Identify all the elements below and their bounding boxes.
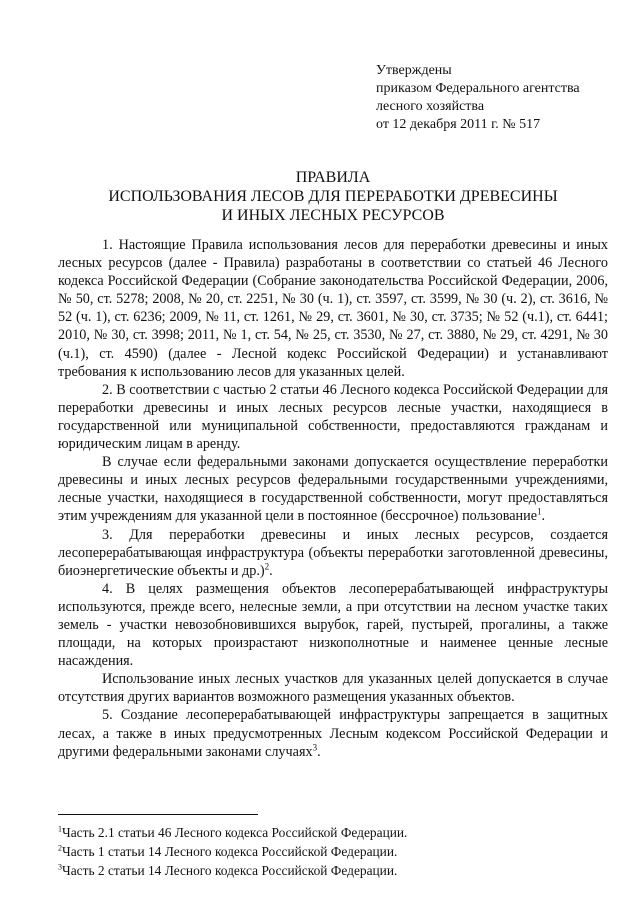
approval-line: от 12 декабря 2011 г. № 517	[376, 117, 541, 132]
paragraph-end: .	[541, 508, 546, 525]
footnotes	[58, 823, 407, 880]
paragraph: 1. Настоящие Правила использования лесов для переработки древесины и иных лесных ресурсов (далее - Правила) разработаны в соответствии со статьей 46 Лесного кодекса Российской Федерации (Собрание законодательства Российской Федерации, 2006, № 50, ст. 5278; 2008, № 20, ст. 2251, № 30 (ч. 1), ст. 3597, ст. 3599, № 30 (ч. 2), ст. 3616, № 52 (ч. 1), ст. 6236; 2009, № 11, ст. 1261, № 29, ст. 3601, № 30, ст. 3735; № 52 (ч.1), ст. 6441; 2010, № 30, ст. 3998; 2011, № 1, ст. 54, № 25, ст. 3530, № 27, ст. 3880, № 29, ст. 4291, № 30 (ч.1), ст. 4590) (далее - Лесной кодекс Российской Федерации) и устанавливают требования к использованию лесов для указанных целей.	[58, 237, 608, 380]
paragraph	[58, 526, 608, 580]
document-title	[58, 168, 608, 225]
footnote-ref: 1	[537, 506, 542, 517]
footnote-divider	[58, 814, 258, 815]
footnote-ref: 3	[312, 741, 318, 752]
footnote	[58, 842, 407, 861]
approval-block	[376, 62, 580, 134]
paragraph: Использование иных лесных участков для указанных целей допускается в случае отсутствия других вариантов возможного размещения указанных объектов.	[58, 671, 608, 706]
paragraph: 2. В соответствии с частью 2 статьи 46 Лесного кодекса Российской Федерации для переработки древесины и иных лесных ресурсов лесные участки, находящиеся в государственной или муниципальной собственности, предоставляются гражданам и юридическим лицам в аренду.	[58, 381, 608, 453]
title-line: И ИНЫХ ЛЕСНЫХ РЕСУРСОВ	[221, 207, 445, 224]
paragraph-end: .	[317, 743, 321, 760]
footnote	[58, 861, 407, 880]
paragraph	[58, 453, 608, 525]
paragraph-text: 5. Создание лесоперерабатывающей инфраструктуры запрещается в защитных лесах, а также в иных предусмотренных Лесным кодексом Российской Федерации и другими федеральными законами случаях	[58, 707, 608, 760]
footnote-ref: 2	[264, 560, 270, 571]
title-line: ИСПОЛЬЗОВАНИЯ ЛЕСОВ ДЛЯ ПЕРЕРАБОТКИ ДРЕВЕСИНЫ	[108, 188, 558, 205]
footnote-text: Часть 2 статьи 14 Лесного кодекса Российской Федерации.	[62, 863, 398, 878]
footnote-mark: 3	[58, 862, 62, 872]
paragraph-text: 3. Для переработки древесины и иных лесных ресурсов, создается лесоперерабатывающая инфраструктура (объекты переработки заготовленной древесины, биоэнергетические объекты и др.)	[58, 526, 608, 579]
footnote	[58, 823, 407, 842]
paragraph: 4. В целях размещения объектов лесоперерабатывающей инфраструктуры используются, прежде всего, нелесные земли, а при отсутствии на лесном участке таких земель - участки невозобновившихся вырубок, гарей, пустырей, прогалины, а также площади, на которых произрастают низкополнотные и наименее ценные лесные насаждения.	[58, 580, 608, 670]
paragraph-end: .	[269, 562, 273, 579]
approval-line: лесного хозяйства	[376, 99, 485, 114]
footnote-mark: 1	[58, 824, 62, 834]
footnote-text: Часть 1 статьи 14 Лесного кодекса Российской Федерации.	[62, 844, 398, 859]
paragraph	[58, 706, 608, 760]
footnote-mark: 2	[58, 843, 62, 853]
approval-line: приказом Федерального агентства	[376, 81, 580, 96]
footnote-text: Часть 2.1 статьи 46 Лесного кодекса Российской Федерации.	[62, 825, 408, 840]
paragraph-text: В случае если федеральными законами допускается осуществление переработки древесины и иных лесных ресурсов федеральными государственными учреждениями, лесные участки, находящиеся в государственной собственности, могут предоставляться этим учреждениям для указанной цели в постоянное (бессрочное) пользование	[58, 454, 608, 525]
title-line: ПРАВИЛА	[295, 169, 371, 186]
document-body	[58, 236, 608, 761]
approval-line: Утверждены	[376, 63, 452, 78]
